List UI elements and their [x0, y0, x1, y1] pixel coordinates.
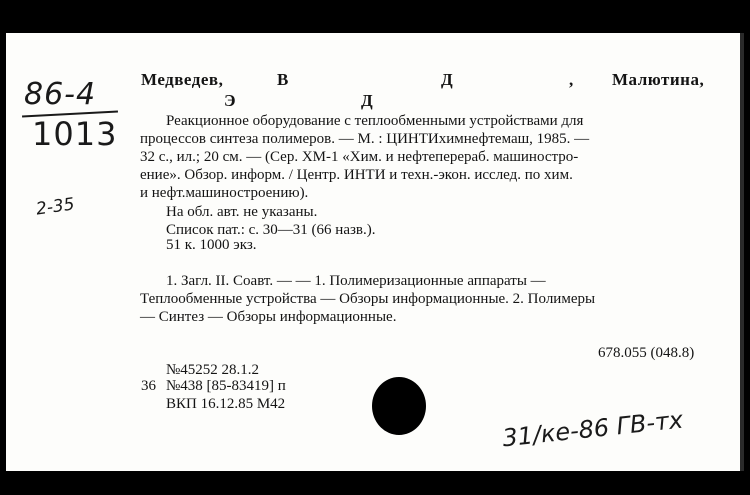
catalog-card — [6, 33, 744, 471]
tracing-line: Теплообменные устройства — Обзоры информационные. 2. Полимеры — [140, 291, 596, 307]
handwritten-side-note: 2-35 — [34, 194, 76, 220]
card-edge — [740, 33, 744, 471]
note-patents: Список пат.: с. 30—31 (66 назв.). — [166, 222, 376, 238]
udc-code: 678.055 (048.8) — [598, 345, 695, 361]
author2-initial2: Д — [361, 91, 374, 110]
call-number-top: 86-4 — [24, 77, 97, 112]
author-separator: , — [569, 70, 574, 89]
punch-hole — [372, 377, 426, 435]
author1-initial2: Д — [441, 70, 454, 89]
description-line: ение». Обзор. информ. / Центр. ИНТИ и техн.-экон. исслед. по хим. — [140, 167, 573, 183]
note-copies: 51 к. 1000 экз. — [166, 237, 257, 253]
description-line: и нефт.машиностроению). — [140, 185, 309, 201]
tracing-line: 1. Загл. II. Соавт. — — 1. Полимеризационные аппараты — — [166, 273, 546, 289]
tracing-line: — Синтез — Обзоры информационные. — [140, 309, 397, 325]
description-line: процессов синтеза полимеров. — М. : ЦИНТИхимнефтемаш, 1985. — — [140, 131, 590, 147]
description-line: 32 с., ил.; 20 см. — (Сер. ХМ-1 «Хим. и нефтеперераб. машиностро- — [140, 149, 579, 165]
note-cover: На обл. авт. не указаны. — [166, 204, 318, 220]
description-line: Реакционное оборудование с теплообменными устройствами для — [166, 113, 584, 129]
handwritten-bottom-note: 31/ке-86 ГВ-тх — [501, 405, 685, 453]
footer-prefix: 36 — [141, 378, 156, 394]
call-number-bottom: 1013 — [32, 115, 118, 153]
author2-surname: Малютина, — [612, 70, 705, 89]
footer-line: ВКП 16.12.85 М42 — [166, 396, 286, 412]
author1-surname: Медведев, — [141, 70, 224, 89]
author1-initial1: В — [277, 70, 289, 89]
author2-initial1: Э — [224, 91, 237, 110]
footer-line: №438 [85-83419] п — [166, 378, 286, 394]
footer-line: №45252 28.1.2 — [166, 362, 260, 378]
